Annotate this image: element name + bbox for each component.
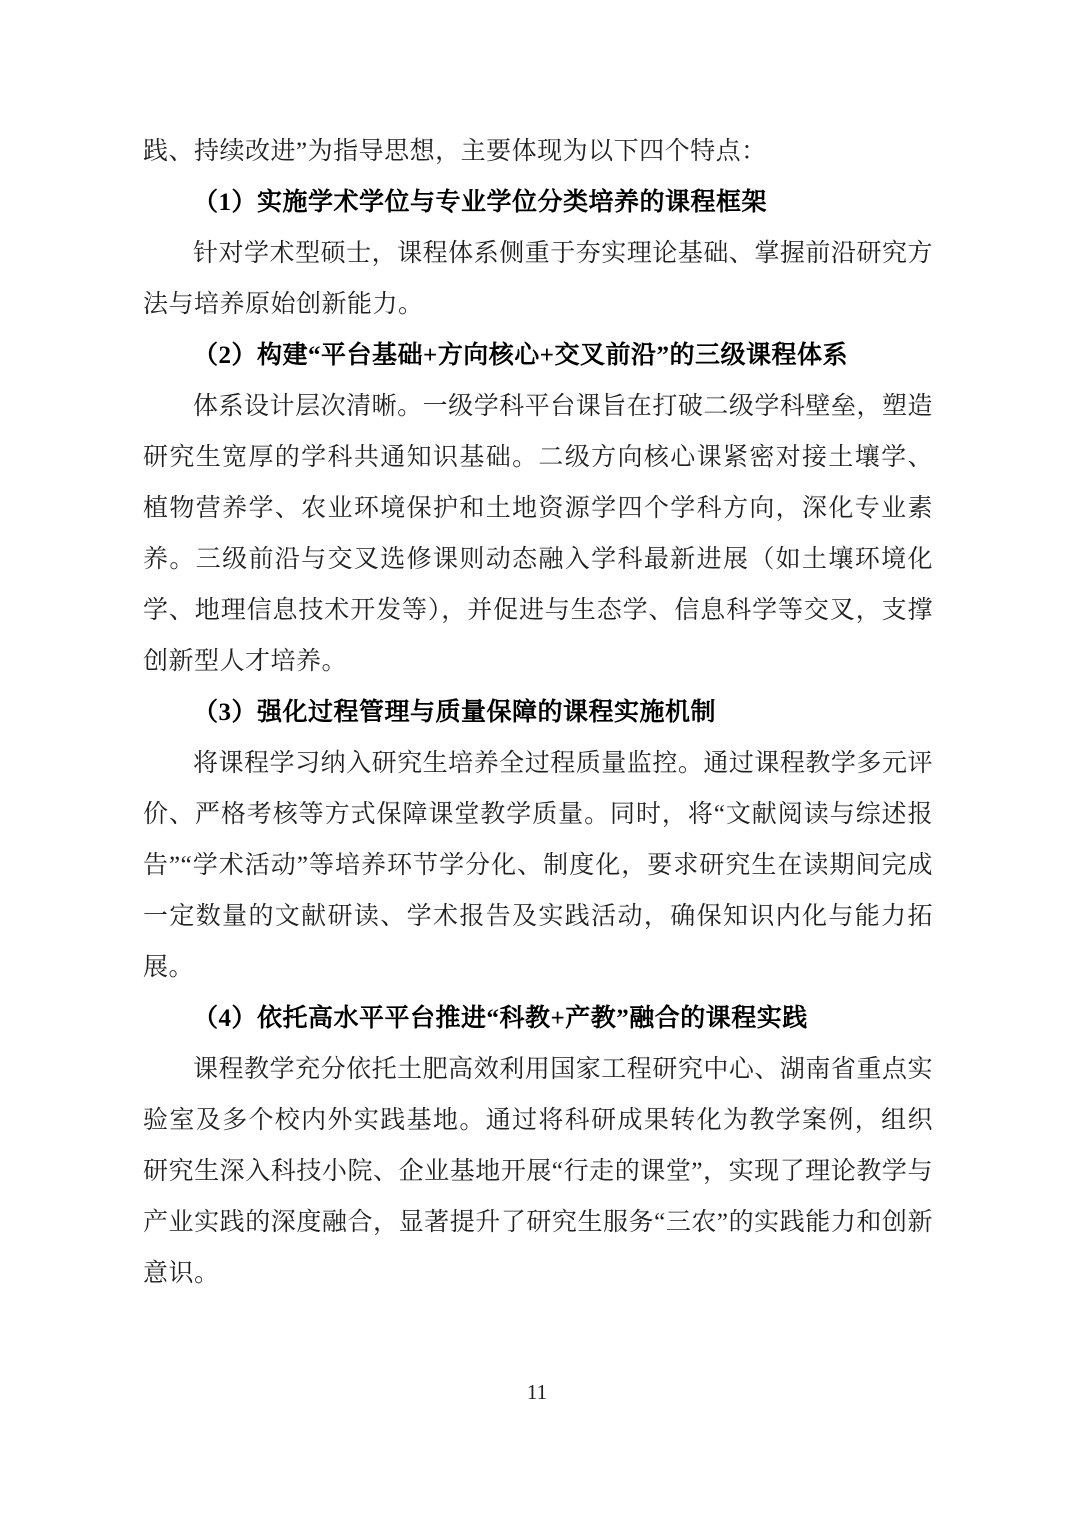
section-4-heading: （4）依托高水平平台推进“科教+产教”融合的课程实践 <box>193 1005 808 1032</box>
section-4-paragraph: 课程教学充分依托土肥高效利用国家工程研究中心、湖南省重点实验室及多个校内外实践基地。通过将科研成果转化为教学案例，组织研究生深入科技小院、企业基地开展“行走的课堂”，实现了理论教学与产业实践的深度融合，显著提升了研究生服务“三农”的实践能力和创新意识。 <box>143 1056 933 1287</box>
section-3-heading: （3）强化过程管理与质量保障的课程实施机制 <box>193 699 717 726</box>
section-2-heading: （2）构建“平台基础+方向核心+交叉前沿”的三级课程体系 <box>193 342 848 369</box>
page-number: 11 <box>526 1380 548 1404</box>
section-1-paragraph: 针对学术型硕士，课程体系侧重于夯实理论基础、掌握前沿研究方法与培养原始创新能力。 <box>143 240 933 318</box>
page-footer <box>0 1380 1074 1405</box>
continuation-paragraph: 践、持续改进”为指导思想，主要体现为以下四个特点： <box>143 138 767 165</box>
section-1-heading: （1）实施学术学位与专业学位分类培养的课程框架 <box>193 189 768 216</box>
section-3-paragraph: 将课程学习纳入研究生培养全过程质量监控。通过课程教学多元评价、严格考核等方式保障课堂教学质量。同时，将“文献阅读与综述报告”“学术活动”等培养环节学分化、制度化，要求研究生在读期间完成一定数量的文献研读、学术报告及实践活动，确保知识内化与能力拓展。 <box>143 750 933 981</box>
document-body <box>143 126 933 1299</box>
section-2-paragraph: 体系设计层次清晰。一级学科平台课旨在打破二级学科壁垒，塑造研究生宽厚的学科共通知识基础。二级方向核心课紧密对接土壤学、植物营养学、农业环境保护和土地资源学四个学科方向，深化专业素养。三级前沿与交叉选修课则动态融入学科最新进展（如土壤环境化学、地理信息技术开发等），并促进与生态学、信息科学等交叉，支撑创新型人才培养。 <box>143 393 933 675</box>
